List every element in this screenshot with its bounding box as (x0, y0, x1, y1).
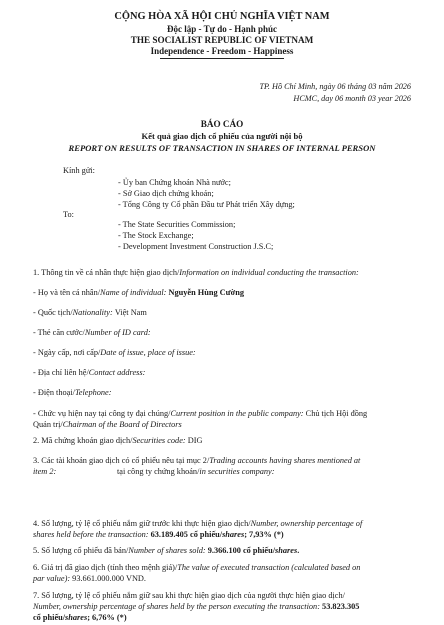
section4-label-vi: 4. Số lượng, tỷ lệ cổ phiếu nắm giữ trước khi thực hiện giao dịch/ (33, 519, 251, 528)
section2-label-vi: 2. Mã chứng khoán giao dịch/ (33, 436, 133, 445)
recipient-label-vi: Kính gửi: (63, 166, 95, 175)
section7-label-vi: 7. Số lượng, tỷ lệ cổ phiếu nắm giữ sau khi thực hiện giao dịch của người thực hiện giao dịch/ (33, 591, 345, 600)
section4-label-en: Number, ownership percentage of (250, 519, 363, 528)
field-nationality-label-vi: - Quốc tịch/ (33, 308, 73, 317)
section7-line3 (33, 613, 127, 622)
section6-line1 (33, 563, 360, 572)
section5 (33, 546, 299, 555)
recipient-vi-2: - Sở Giao dịch chứng khoán; (118, 189, 214, 198)
field-issue (33, 348, 196, 357)
section7-shares-unit-vi: cổ phiếu/ (33, 613, 66, 622)
report-subtitle-vi: Kết quả giao dịch cổ phiếu của người nội bộ (141, 131, 303, 141)
section6-label-en-cont: par value): (33, 574, 73, 583)
field-nationality-value: Việt Nam (114, 308, 147, 317)
field-address (33, 368, 145, 377)
recipient-vi-1: - Ủy ban Chứng khoán Nhà nước; (118, 178, 231, 187)
field-id-card (33, 328, 151, 337)
section6-value: 93.661.000.000 VND. (72, 574, 147, 583)
field-name-label-en: Name of individual: (100, 288, 169, 297)
section4-label-en-cont: shares held before the transaction: (33, 530, 151, 539)
field-name-label-vi: - Họ và tên cá nhân/ (33, 288, 101, 297)
section2-label-en: Securities code: (132, 436, 188, 445)
field-issue-label-vi: - Ngày cấp, nơi cấp/ (33, 348, 101, 357)
section6-label-en: The value of executed transaction (calculated based on (177, 563, 361, 572)
recipient-en-1: - The State Securities Commission; (118, 220, 236, 229)
date-vi: TP. Hồ Chí Minh, ngày 06 tháng 03 năm 2026 (259, 82, 411, 91)
date-en: HCMC, day 06 month 03 year 2026 (293, 94, 411, 103)
section7-line2 (33, 602, 359, 611)
field-position (33, 409, 367, 418)
field-position-value-1: Chủ tịch Hội đồng (305, 409, 368, 418)
securities-code-value: DIG (187, 436, 203, 445)
section6-label-vi: 6. Giá trị đã giao dịch (tính theo mệnh giá)/ (33, 563, 178, 572)
field-phone (33, 388, 112, 397)
section3-company-label-en: in securities company: (199, 467, 275, 476)
field-position-label-en: Current position in the public company: (170, 409, 306, 418)
section4-line2 (33, 530, 284, 539)
motto-vi: Độc lập - Tự do - Hạnh phúc (166, 24, 277, 34)
field-id-label-vi: - Thẻ căn cước/ (33, 328, 85, 337)
field-address-label-vi: - Địa chỉ liên hệ/ (33, 368, 89, 377)
field-phone-label-vi: - Điện thoại/ (33, 388, 75, 397)
section5-label-en: Number of shares sold: (128, 546, 208, 555)
field-position-label-vi: - Chức vụ hiện nay tại công ty đại chúng/ (33, 409, 171, 418)
field-issue-label-en: Date of issue, place of issue: (100, 348, 196, 357)
motto-en: Independence - Freedom - Happiness (150, 46, 294, 56)
section3-line2b (117, 467, 275, 476)
report-title: BÁO CÁO (200, 119, 244, 129)
country-name-vi: CỘNG HÒA XÃ HỘI CHỦ NGHĨA VIỆT NAM (114, 11, 330, 22)
section7-label-en: Number, ownership percentage of shares held by the person executing the transaction: (33, 602, 323, 611)
recipient-en-2: - The Stock Exchange; (118, 231, 194, 240)
section3-line1 (33, 456, 360, 465)
section6-line2 (33, 574, 146, 583)
report-subtitle-en: REPORT ON RESULTS OF TRANSACTION IN SHARES OF INTERNAL PERSON (68, 143, 376, 153)
section4-shares-unit-en: shares (222, 530, 245, 539)
field-nationality-label-en: Nationality: (72, 308, 115, 317)
field-nationality (33, 308, 147, 317)
section3-line1-en: Trading accounts having shares mentioned at (209, 456, 361, 465)
section7-percentage: ; 6,76% (*) (87, 613, 127, 622)
section5-shares-unit-en: shares (275, 546, 298, 555)
section1-heading-en: Information on individual conducting the transaction: (179, 268, 359, 277)
section1-heading-vi: 1. Thông tin về cá nhân thực hiện giao dịch/ (33, 268, 180, 277)
section7-line1 (33, 591, 345, 600)
field-name (33, 288, 244, 297)
field-address-label-en: Contact address: (88, 368, 146, 377)
recipient-vi-3: - Tổng Công ty Cổ phần Đầu tư Phát triển Xây dựng; (118, 200, 295, 209)
section3-company-label-vi: tại công ty chứng khoán/ (117, 467, 200, 476)
section4-line1 (33, 519, 362, 528)
section7-shares-value: 53.823.305 (322, 602, 360, 611)
section1-heading (33, 268, 359, 277)
header-underline (160, 58, 284, 59)
section4-shares-value: 63.189.405 cổ phiếu/ (150, 530, 223, 539)
recipient-en-3: - Development Investment Construction J.S.C; (118, 242, 274, 251)
section3-line1-vi: 3. Các tài khoản giao dịch có cổ phiếu nêu tại mục 2/ (33, 456, 210, 465)
field-id-label-en: Number of ID card: (84, 328, 151, 337)
section4-percentage: ; 7,93% (*) (244, 530, 284, 539)
section5-shares-value: 9.366.100 cổ phiếu/ (207, 546, 276, 555)
field-position-value-2-en: Chairman of the Board of Directors (62, 420, 182, 429)
section5-label-vi: 5. Số lượng cổ phiếu đã bán/ (33, 546, 129, 555)
country-name-en: THE SOCIALIST REPUBLIC OF VIETNAM (130, 35, 314, 45)
field-position-value-2-vi: Quản trị/ (33, 420, 63, 429)
section3-item2-label: item 2: (33, 467, 57, 476)
recipient-label-en: To: (63, 210, 74, 219)
section7-shares-unit-en: shares (65, 613, 88, 622)
field-position-cont (33, 420, 182, 429)
field-name-value: Nguyễn Hùng Cường (168, 288, 245, 297)
field-phone-label-en: Telephone: (74, 388, 112, 397)
section3-line2 (33, 467, 56, 476)
section2 (33, 436, 202, 445)
section5-tail: . (297, 546, 300, 555)
